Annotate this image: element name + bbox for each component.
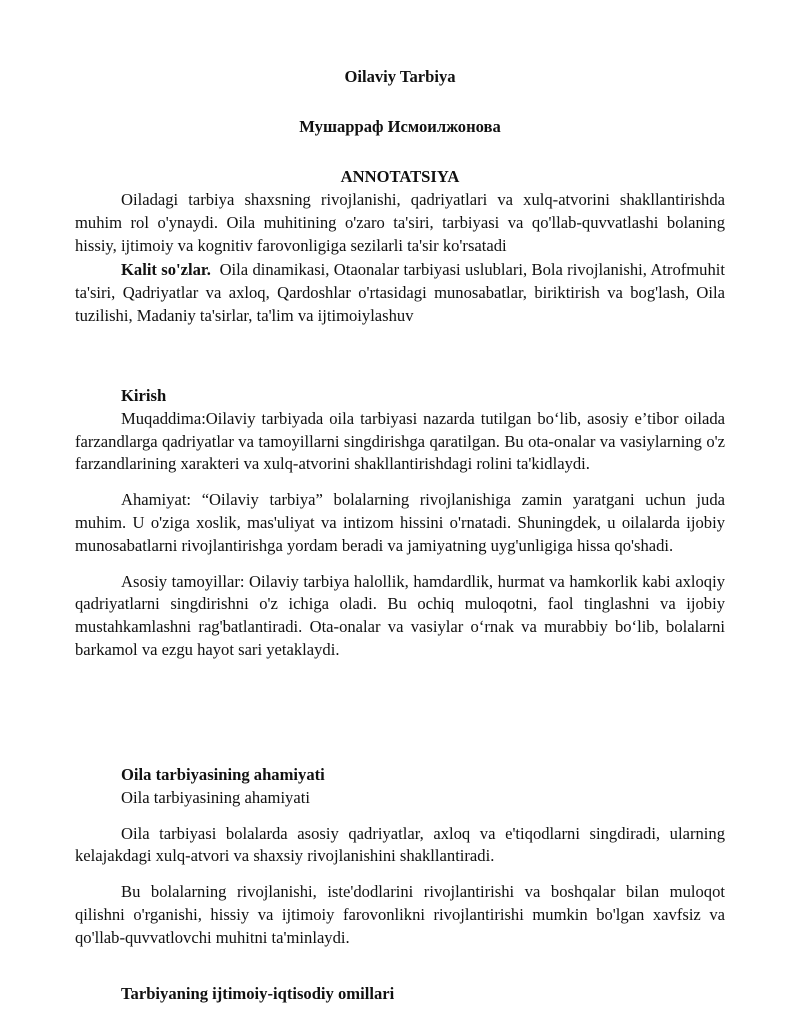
intro-paragraph-2: Ahamiyat: “Oilaviy tarbiya” bolalarning rivojlanishiga zamin yaratgani uchun juda muhim. U o'ziga xoslik, mas'uliyat va intizom hissini o'rnatadi. Shuningdek, u oilalarda ijobiy munosabatlarni rivojlantirishga yordam beradi va jamiyatning uyg'unligiga hissa qo'shadi. [75,490,725,555]
annotation-paragraph: Oiladagi tarbiya shaxsning rivojlanishi, qadriyatlari va xulq-atvorini shakllantirishda muhim rol o'ynaydi. Oila muhitining o'zaro ta'siri, tarbiyasi va qo'llab-quvvatlashi bolaning hissiy, ijtimoiy va kognitiv farovonligiga sezilarli ta'sir ko'rsatadi [75,190,725,255]
keywords-text: Oila dinamikasi, Otaonalar tarbiyasi uslublari, Bola rivojlanishi, Atrofmuhit ta'siri, Qadriyatlar va axloq, Qardoshlar o'rtasidagi munosabatlar, biriktirish va bog'lash, Oila tuzilishi, Madaniy ta'sirlar, ta'lim va ijtimoiylashuv [75,260,725,325]
section2-subheading: Oila tarbiyasining ahamiyati [121,787,310,807]
section2-paragraph-2: Bu bolalarning rivojlanishi, iste'dodlarini rivojlantirishi va boshqalar bilan muloqot qilishni o'rganishi, hissiy va ijtimoiy farovonlikni rivojlantirishi mumkin bo'lgan xavfsiz va qo'llab-quvvatlovchi muhitni ta'minlaydi. [75,882,725,947]
section2-heading: Oila tarbiyasining ahamiyati [121,765,325,784]
intro-section [75,385,725,662]
keywords-paragraph [75,259,725,327]
intro-paragraph-1: Muqaddima:Oilaviy tarbiyada oila tarbiyasi nazarda tutilgan bo‘lib, asosiy e’tibor oilada farzandlarga qadriyatlar va tamoyillarni singdirishga qaratilgan. Bu ota-onalar va vasiylarning o'z farzandlarining xarakteri va xulq-atvorini shakllantirishdagi rolini ta'kidlaydi. [75,408,725,474]
document-title: Oilaviy Tarbiya [344,67,456,86]
intro-heading: Kirish [121,386,167,405]
keywords-label: Kalit so'zlar. [121,260,211,280]
annotation-heading: ANNOTATSIYA [340,167,460,186]
section-socioeconomic [75,983,725,1006]
author-name: Мушарраф Исмоилжонова [299,117,501,136]
section-importance [75,764,725,950]
annotation-section [75,189,725,328]
section3-heading: Tarbiyaning ijtimoiy-iqtisodiy omillari [121,984,395,1003]
intro-paragraph-3: Asosiy tamoyillar: Oilaviy tarbiya halollik, hamdardlik, hurmat va hamkorlik kabi axloqiy qadriyatlarni singdirishni o'z ichiga oladi. Bu ochiq muloqotni, faol tinglashni va ijobiy mustahkamlashni rag'batlantiradi. Ota-onalar va vasiylar o‘rnak va murabbiy bo‘lib, bolalarni barkamol va ezgu hayot sari yetaklaydi. [75,571,725,659]
section2-paragraph-1: Oila tarbiyasi bolalarda asosiy qadriyatlar, axloq va e'tiqodlarni singdiradi, ularning kelajakdagi xulq-atvori va shaxsiy rivojlanishini shakllantiradi. [75,823,725,866]
